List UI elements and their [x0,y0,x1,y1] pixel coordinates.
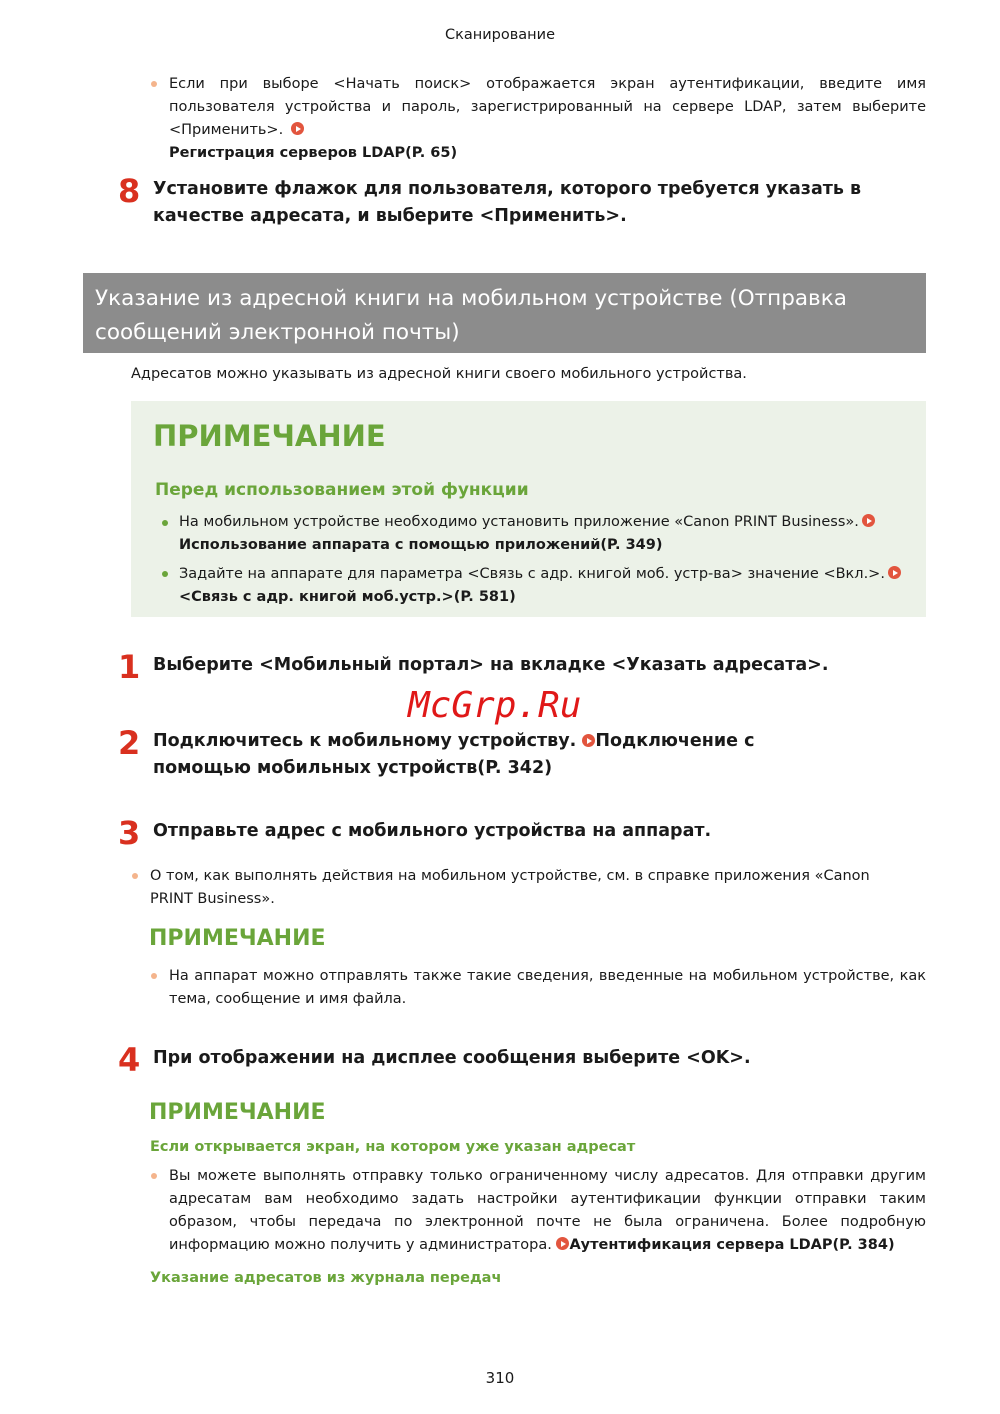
section-title: Указание из адресной книги на мобильном устройстве (Отправка сообщений электронной почты) [83,273,926,353]
history-link[interactable]: Указание адресатов из журнала передач [150,1270,502,1286]
bullet [162,571,168,577]
note-item-text: На мобильном устройстве необходимо установить приложение «Canon PRINT Business». [179,514,859,530]
page-number: 310 [485,1369,515,1387]
intro-bullet-text [169,73,926,165]
note-item [179,563,901,609]
note-item-link[interactable]: Использование аппарата с помощью приложений(P. 349) [179,537,663,553]
link-arrow-icon [862,514,875,527]
note-subtitle: Перед использованием этой функции [155,480,529,500]
step-number: 3 [118,814,141,852]
bullet [151,81,157,87]
note-title: ПРИМЕЧАНИЕ [149,1100,326,1125]
step-text: При отображении на дисплее сообщения выберите <OK>. [153,1048,751,1068]
bullet-text: Если при выборе <Начать поиск> отображается экран аутентификации, введите имя пользователя устройства и пароль, зарегистрированный на сервере LDAP, затем выберите <Применить>. [169,76,926,138]
step-text [153,728,850,782]
note-text: На аппарат можно отправлять также такие сведения, введенные на мобильном устройстве, как тема, сообщение и имя файла. [169,968,926,1007]
step-text-main: Подключитесь к мобильному устройству. [153,731,577,751]
bullet [132,873,138,879]
note-text [169,1165,926,1257]
note-item [179,511,875,557]
step-number: 2 [118,724,141,762]
note-title: ПРИМЕЧАНИЕ [153,419,386,453]
note-item-link[interactable]: <Связь с адр. книгой моб.устр.>(P. 581) [179,589,516,605]
step-number: 1 [118,648,141,686]
step-link[interactable]: Подключение с помощью мобильных устройств(P. 342) [153,731,755,778]
step-number: 4 [118,1041,141,1079]
step3-bullet-text: О том, как выполнять действия на мобильном устройстве, см. в справке приложения «Canon PRINT Business». [150,868,870,907]
link-arrow-icon [888,566,901,579]
note-title: ПРИМЕЧАНИЕ [149,926,326,951]
ldap-link[interactable]: Регистрация серверов LDAP(P. 65) [169,145,458,161]
bullet [151,1173,157,1179]
link-arrow-icon [291,122,304,135]
note-subtitle: Если открывается экран, на котором уже указан адресат [150,1139,636,1155]
note-item-text: Задайте на аппарате для параметра <Связь с адр. книгой моб. устр-ва> значение <Вкл.>. [179,566,885,582]
step-text: Отправьте адрес с мобильного устройства на аппарат. [153,821,712,841]
ldap-auth-link[interactable]: Аутентификация сервера LDAP(P. 384) [569,1237,895,1253]
link-arrow-icon [556,1237,569,1250]
bullet [151,973,157,979]
watermark: McGrp.Ru [408,685,582,726]
note-text-main: Вы можете выполнять отправку только ограниченному числу адресатов. Для отправки другим адресатам вам необходимо задать настройки аутентификации функции отправки таким образом, чтобы передача по электронной почте не была ограничена. Более подробную информацию можно получить у администратора. [169,1168,926,1253]
step-text: Установите флажок для пользователя, которого требуется указать в качестве адресата, и выберите <Применить>. [153,179,862,226]
note-box [131,401,926,617]
link-arrow-icon [582,734,595,747]
running-header: Сканирование [444,27,555,43]
step-number: 8 [118,172,141,210]
bullet [162,520,168,526]
section-intro: Адресатов можно указывать из адресной книги своего мобильного устройства. [131,366,747,382]
step-text: Выберите <Мобильный портал> на вкладке <Указать адресата>. [153,655,829,675]
